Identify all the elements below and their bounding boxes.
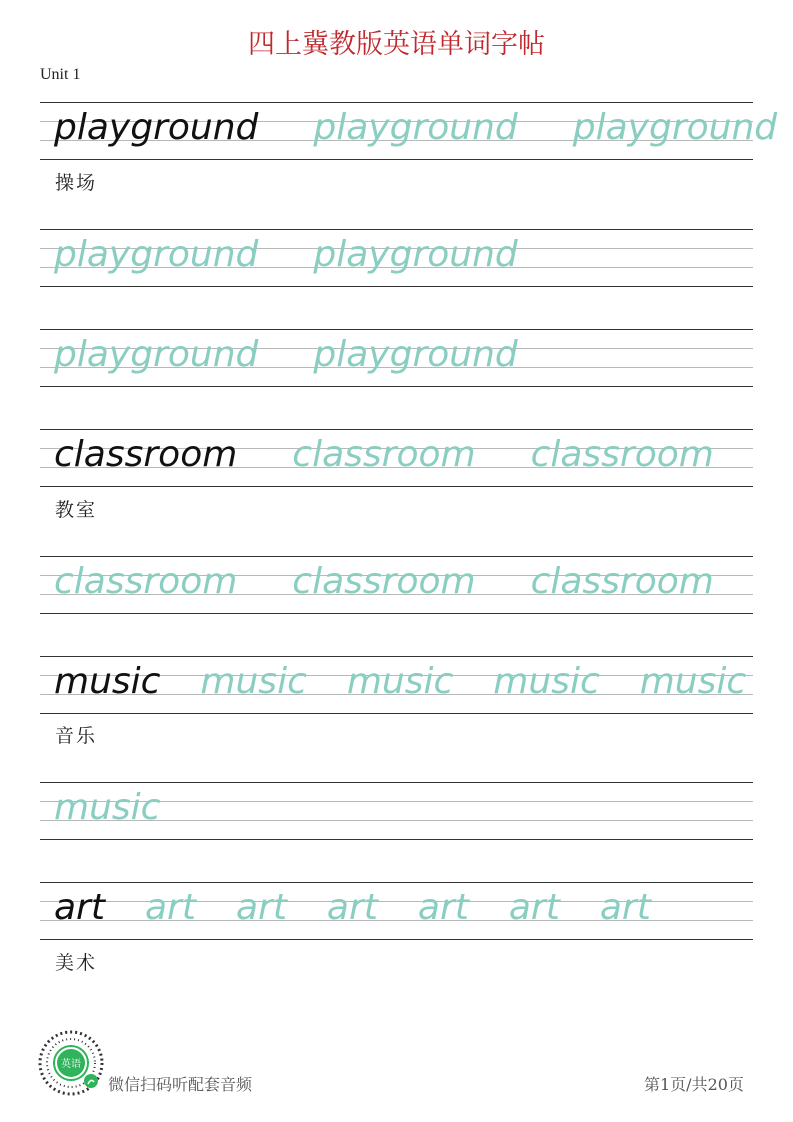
- trace-word: classroom: [530, 561, 714, 602]
- model-word: classroom: [54, 434, 238, 475]
- writing-line: [40, 882, 753, 883]
- writing-line: [40, 713, 753, 714]
- trace-word: music: [639, 661, 747, 702]
- trace-word: music: [346, 661, 454, 702]
- writing-line: [40, 486, 753, 487]
- model-word: playground: [54, 107, 259, 148]
- qr-label: 微信扫码听配套音频: [108, 1075, 253, 1094]
- trace-word: playground: [572, 107, 778, 148]
- trace-word: art: [599, 887, 651, 928]
- trace-word: art: [326, 887, 378, 928]
- model-word: art: [54, 887, 105, 928]
- word-meaning: 音乐: [55, 725, 98, 747]
- word-meaning: 操场: [55, 172, 98, 194]
- trace-word: classroom: [292, 561, 476, 602]
- trace-word: art: [417, 887, 469, 928]
- unit-label: Unit 1: [40, 66, 81, 83]
- writing-line: [40, 286, 753, 287]
- trace-word: playground: [313, 234, 518, 275]
- trace-word: classroom: [530, 434, 714, 475]
- trace-word: music: [493, 661, 600, 702]
- trace-word: classroom: [54, 561, 238, 602]
- word-meaning: 教室: [55, 499, 98, 521]
- writing-line: [40, 656, 753, 657]
- writing-line: [40, 429, 753, 430]
- trace-word: music: [200, 661, 307, 702]
- model-word: music: [54, 661, 161, 702]
- writing-line: [40, 229, 753, 230]
- page-info: 第1页/共20页: [644, 1075, 744, 1094]
- writing-line: [40, 939, 753, 940]
- trace-word: art: [508, 887, 560, 928]
- qr-badge-text: 英语: [61, 1059, 81, 1070]
- page-title: 四上冀教版英语单词字帖: [248, 29, 545, 60]
- trace-word: playground: [54, 234, 259, 275]
- trace-word: art: [144, 887, 196, 928]
- trace-word: music: [54, 787, 161, 828]
- trace-word: playground: [54, 334, 259, 375]
- qr-code-icon[interactable]: [38, 1030, 104, 1096]
- trace-word: playground: [313, 107, 518, 148]
- writing-line: [40, 556, 753, 557]
- writing-line: [40, 386, 753, 387]
- trace-word: classroom: [292, 434, 476, 475]
- writing-line: [40, 839, 753, 840]
- writing-line: [40, 329, 753, 330]
- word-meaning: 美术: [55, 952, 98, 974]
- writing-line: [40, 159, 753, 160]
- writing-line: [40, 613, 753, 614]
- trace-word: playground: [313, 334, 518, 375]
- writing-line: [40, 782, 753, 783]
- trace-word: art: [235, 887, 287, 928]
- writing-line: [40, 102, 753, 103]
